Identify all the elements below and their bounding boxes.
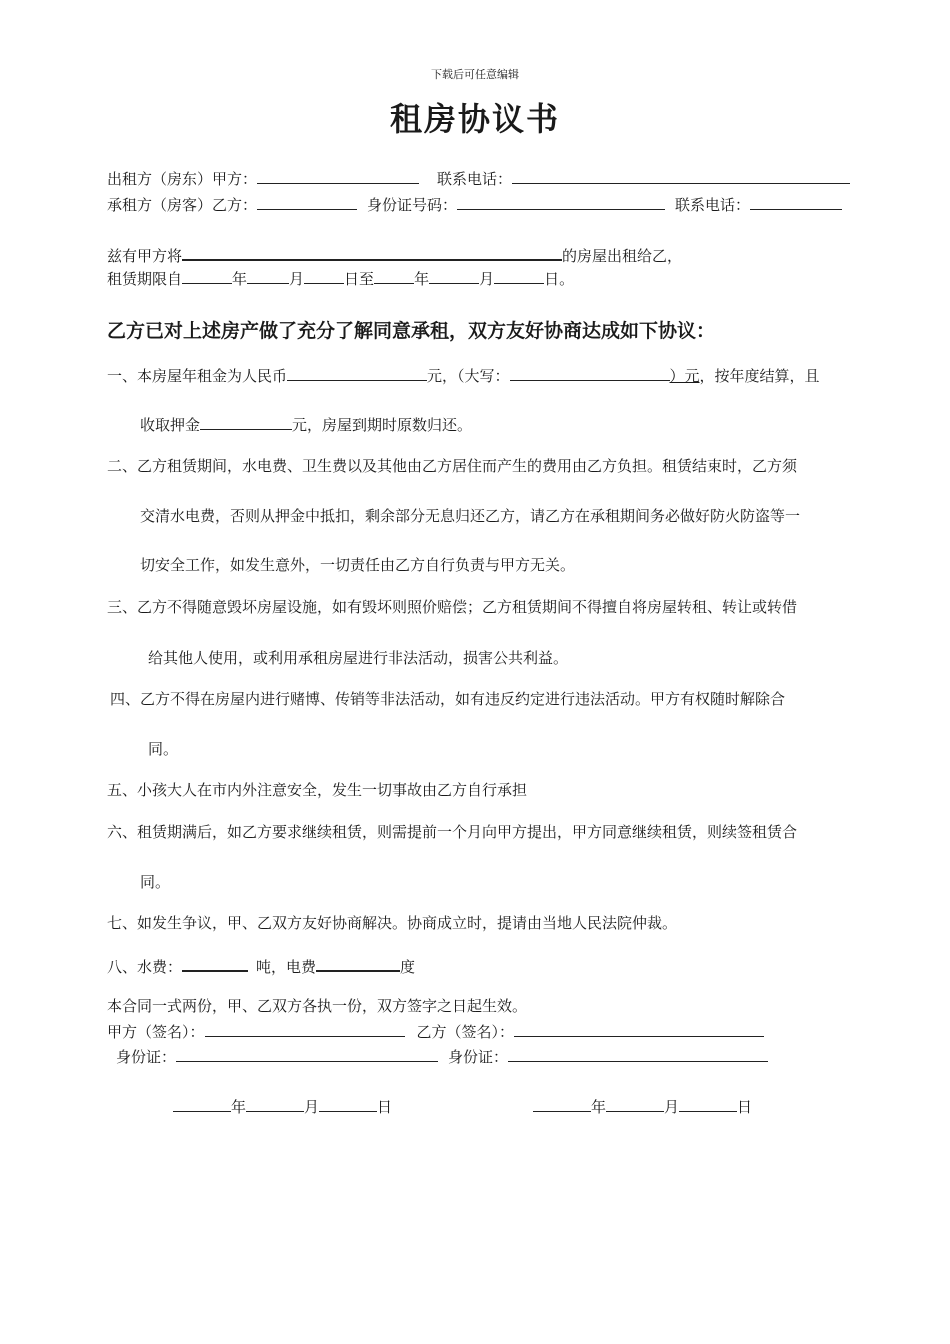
term-month-2: 月 — [479, 270, 495, 288]
tenant-label: 承租方（房客）乙方： — [107, 196, 258, 214]
premises-suffix: 的房屋出租给乙， — [562, 247, 683, 265]
landlord-name-blank[interactable] — [257, 168, 419, 184]
party-b-year-blank[interactable] — [533, 1096, 591, 1112]
signature-row — [107, 1021, 764, 1042]
end-year-blank[interactable] — [374, 268, 414, 284]
tenant-id-blank[interactable] — [457, 194, 665, 210]
start-day-blank[interactable] — [304, 268, 344, 284]
party-b-id-blank[interactable] — [508, 1046, 768, 1062]
term-month-1: 月 — [289, 270, 305, 288]
term-year-1: 年 — [232, 270, 248, 288]
clause-3-line-1: 三、乙方不得随意毁坏房屋设施，如有毁坏则照价赔偿；乙方租赁期间不得擅自将房屋转租、转让或转借 — [107, 598, 798, 616]
party-b-signature-blank[interactable] — [514, 1021, 764, 1037]
party-a-day-blank[interactable] — [319, 1096, 377, 1112]
clause-1-deposit-label: 收取押金 — [140, 416, 201, 434]
party-b-id-label: 身份证： — [448, 1048, 509, 1066]
clause-2-line-1: 二、乙方租赁期间，水电费、卫生费以及其他由乙方居住而产生的费用由乙方负担。租赁结束时，乙方须 — [107, 457, 798, 475]
clause-5: 五、小孩大人在市内外注意安全，发生一切事故由乙方自行承担 — [107, 781, 528, 799]
tenant-id-label: 身份证号码： — [367, 196, 458, 214]
term-day-end: 日。 — [544, 270, 575, 288]
term-prefix: 租赁期限自 — [107, 270, 183, 288]
party-b-year-label: 年 — [591, 1098, 607, 1116]
party-a-day-label: 日 — [377, 1098, 393, 1116]
party-a-year-blank[interactable] — [173, 1096, 231, 1112]
tenant-phone-blank[interactable] — [750, 194, 842, 210]
clause-1-line-2 — [140, 414, 472, 435]
clause-1-line-1 — [107, 365, 820, 386]
clause-2-line-3: 切安全工作，如发生意外，一切责任由乙方自行负责与甲方无关。 — [140, 556, 576, 574]
party-a-signature-blank[interactable] — [205, 1021, 405, 1037]
clause-1-yuan: ）元 — [669, 367, 700, 385]
tenant-name-blank[interactable] — [257, 194, 357, 210]
page-title: 租房协议书 — [389, 100, 560, 138]
premises-prefix: 兹有甲方将 — [107, 247, 183, 265]
party-a-signature-label: 甲方（签名）： — [107, 1023, 205, 1041]
party-a-id-label: 身份证： — [116, 1048, 177, 1066]
degree-label: 度 — [400, 958, 416, 976]
party-b-signature-label: 乙方（签名）： — [416, 1023, 515, 1041]
clause-6-line-1: 六、租赁期满后，如乙方要求继续租赁，则需提前一个月向甲方提出，甲方同意继续租赁，则续签租赁合 — [107, 823, 798, 841]
landlord-phone-label: 联系电话： — [437, 170, 513, 188]
end-day-blank[interactable] — [494, 268, 544, 284]
party-a-month-label: 月 — [304, 1098, 320, 1116]
clause-1-capital-label: 元，（大写： — [427, 367, 510, 385]
clause-1-settlement: ，按年度结算，且 — [699, 367, 820, 385]
term-row — [107, 268, 574, 289]
clause-4-line-2: 同。 — [148, 740, 179, 758]
tenant-phone-label: 联系电话： — [675, 196, 751, 214]
premises-address-blank[interactable] — [182, 244, 562, 261]
electricity-label: 吨，电费 — [256, 958, 317, 976]
clause-7: 七、如发生争议，甲、乙双方友好协商解决。协商成立时，提请由当地人民法院仲裁。 — [107, 914, 678, 932]
clause-8 — [107, 955, 415, 977]
party-b-day-blank[interactable] — [679, 1096, 737, 1112]
start-month-blank[interactable] — [247, 268, 289, 284]
party-b-day-label: 日 — [737, 1098, 753, 1116]
clause-4-line-1: 四、乙方不得在房屋内进行赌博、传销等非法活动，如有违反约定进行违法活动。甲方有权随时解除合 — [110, 690, 786, 708]
party-a-month-blank[interactable] — [246, 1096, 304, 1112]
landlord-label: 出租方（房东）甲方： — [107, 170, 258, 188]
clause-6-line-2: 同。 — [140, 873, 171, 891]
deposit-blank[interactable] — [200, 414, 292, 430]
electricity-degree-blank[interactable] — [316, 955, 400, 972]
agreement-heading: 乙方已对上述房产做了充分了解同意承租，双方友好协商达成如下协议： — [107, 320, 716, 342]
end-month-blank[interactable] — [429, 268, 479, 284]
water-tons-blank[interactable] — [182, 955, 248, 972]
clause-1-deposit-return: 元，房屋到期时原数归还。 — [292, 416, 473, 434]
start-year-blank[interactable] — [182, 268, 232, 284]
landlord-row — [107, 168, 850, 189]
id-row — [116, 1046, 768, 1067]
tenant-row — [107, 194, 842, 215]
rent-capital-blank[interactable] — [510, 365, 670, 381]
rent-amount-blank[interactable] — [287, 365, 427, 381]
party-b-date — [533, 1096, 752, 1117]
party-b-month-blank[interactable] — [606, 1096, 664, 1112]
landlord-phone-blank[interactable] — [512, 168, 850, 184]
water-label: 八、水费： — [107, 958, 183, 976]
clause-2-line-2: 交清水电费，否则从押金中抵扣，剩余部分无息归还乙方，请乙方在承租期间务必做好防火防盗等一 — [140, 507, 801, 525]
term-day-to: 日至 — [344, 270, 375, 288]
premises-row — [107, 244, 682, 266]
header-note: 下载后可任意编辑 — [431, 68, 519, 81]
clause-3-line-2: 给其他人使用，或利用承租房屋进行非法活动，损害公共利益。 — [148, 649, 569, 667]
party-a-date — [173, 1096, 392, 1117]
party-a-id-blank[interactable] — [176, 1046, 438, 1062]
closing-statement: 本合同一式两份，甲、乙双方各执一份，双方签字之日起生效。 — [107, 997, 528, 1015]
party-b-month-label: 月 — [664, 1098, 680, 1116]
party-a-year-label: 年 — [231, 1098, 247, 1116]
term-year-2: 年 — [414, 270, 430, 288]
clause-1-rent-label: 一、本房屋年租金为人民币 — [107, 367, 288, 385]
